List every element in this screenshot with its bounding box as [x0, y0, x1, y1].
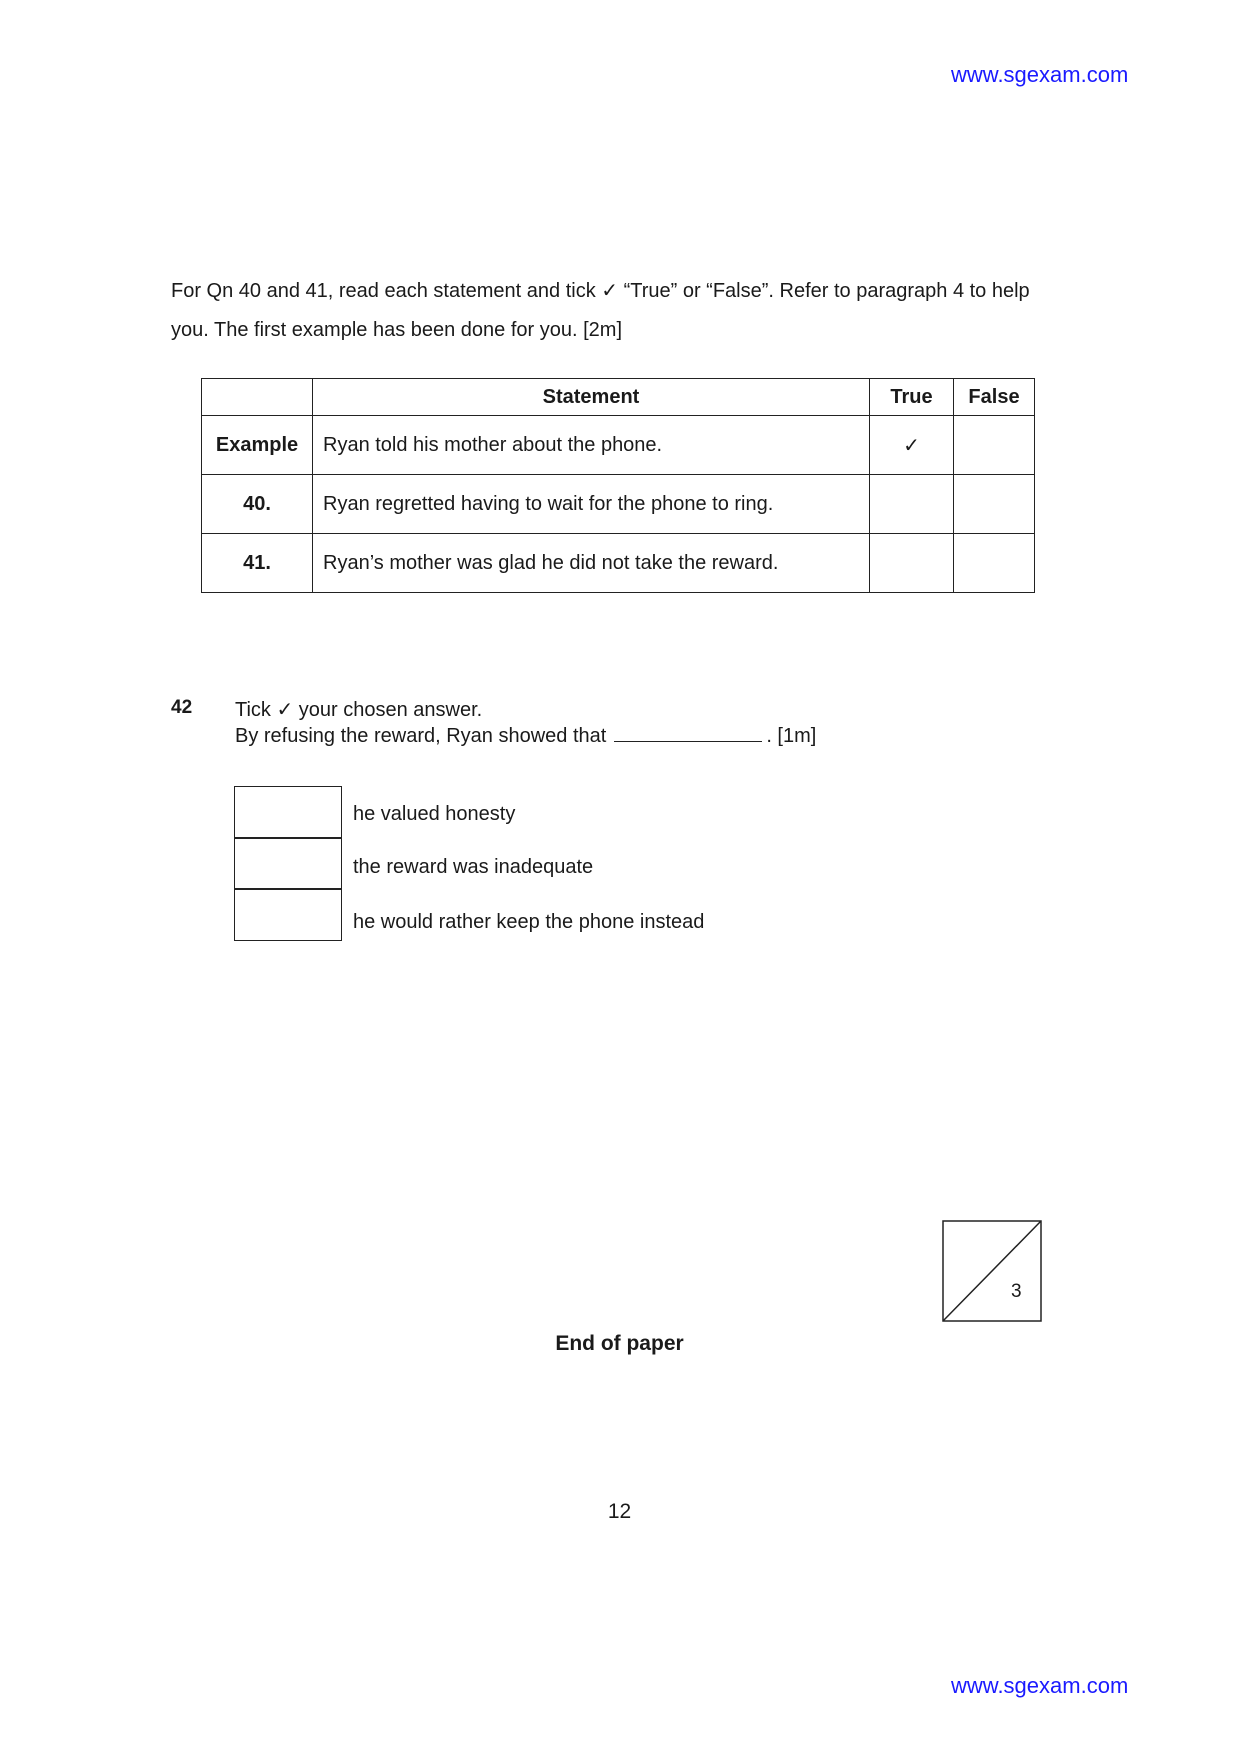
header-true: True — [870, 379, 954, 416]
option-label-2: the reward was inadequate — [353, 856, 594, 878]
question-number: 42 — [171, 697, 193, 718]
table-row-40 — [202, 475, 1035, 534]
option-label-1: he valued honesty — [353, 803, 516, 825]
header-statement: Statement — [313, 379, 870, 416]
true-tick-cell[interactable]: ✓ — [870, 416, 954, 475]
false-tick-cell[interactable] — [954, 534, 1035, 593]
stem-before: By refusing the reward, Ryan showed that — [235, 725, 607, 747]
false-tick-cell[interactable] — [954, 416, 1035, 475]
row-label: 41. — [202, 534, 313, 593]
true-false-table — [201, 378, 1035, 593]
header-label-cell — [202, 379, 313, 416]
table-header-row — [202, 379, 1035, 416]
row-statement: Ryan told his mother about the phone. — [313, 416, 870, 475]
table-row-41 — [202, 534, 1035, 593]
option-label-3: he would rather keep the phone instead — [353, 911, 705, 933]
option-checkbox-1[interactable] — [234, 786, 342, 839]
score-box — [942, 1220, 1042, 1322]
end-of-paper: End of paper — [555, 1332, 684, 1355]
false-tick-cell[interactable] — [954, 475, 1035, 534]
row-label: 40. — [202, 475, 313, 534]
row-statement: Ryan’s mother was glad he did not take the reward. — [313, 534, 870, 593]
header-false: False — [954, 379, 1035, 416]
page-number: 12 — [607, 1500, 632, 1523]
question-stem — [235, 723, 816, 748]
true-tick-cell[interactable] — [870, 534, 954, 593]
score-box-diagonal — [943, 1221, 1041, 1321]
answer-blank — [614, 723, 762, 742]
row-label: Example — [202, 416, 313, 475]
row-statement: Ryan regretted having to wait for the phone to ring. — [313, 475, 870, 534]
option-checkbox-2[interactable] — [234, 837, 342, 890]
true-tick-cell[interactable] — [870, 475, 954, 534]
score-total: 3 — [1011, 1281, 1022, 1302]
option-checkbox-3[interactable] — [234, 888, 342, 941]
footer-url[interactable]: www.sgexam.com — [951, 1673, 1129, 1698]
table-row-example — [202, 416, 1035, 475]
instruction-text: For Qn 40 and 41, read each statement and tick ✓ “True” or “False”. Refer to paragraph 4 to help you. The first example has been done for you. [2m] — [171, 280, 1030, 341]
stem-after: . [1m] — [766, 725, 817, 747]
header-url[interactable]: www.sgexam.com — [951, 62, 1129, 87]
question-prompt: Tick ✓ your chosen answer. — [235, 699, 483, 721]
